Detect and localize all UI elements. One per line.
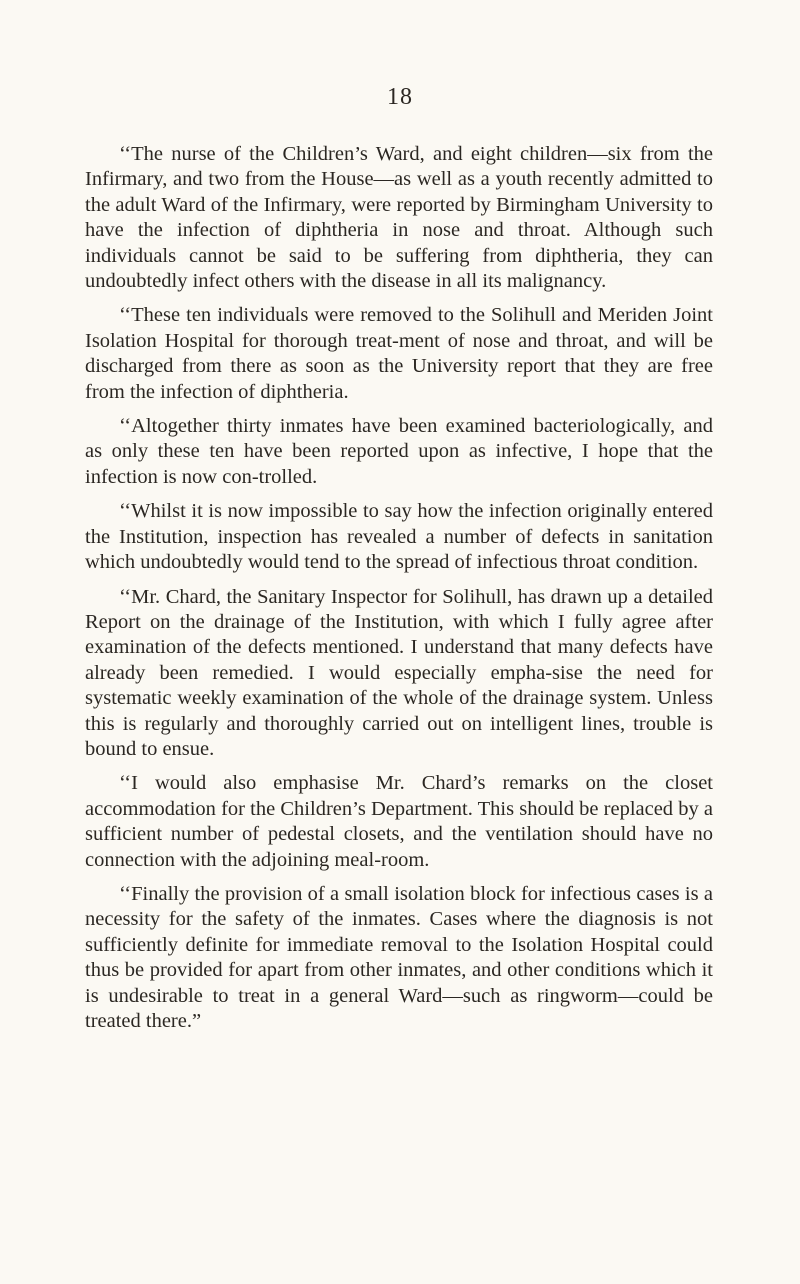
paragraph: ‘‘Finally the provision of a small isolation block for infectious cases is a necessity for the safety of the inmates. Cases where the diagnosis is not sufficiently definite for immediate removal to the Isolation Hospital could thus be provided for apart from other inmates, and other conditions which it is undesirable to treat in a general Ward—such as ringworm—could be treated there.” [85, 882, 713, 1032]
paragraph: ‘‘Altogether thirty inmates have been examined bacteriologically, and as only these ten have been reported upon as infective, I hope that the infection is now con-trolled. [85, 415, 713, 488]
paragraph: ‘‘Mr. Chard, the Sanitary Inspector for Solihull, has drawn up a detailed Report on the drainage of the Institution, with which I fully agree after examination of the defects mentioned. I understand that many defects have already been remedied. I would especially empha-sise the need for systematic weekly examination of the whole of the drainage system. Unless this is regularly and thoroughly carried out on intelligent lines, trouble is bound to ensue. [85, 585, 713, 760]
paragraph: ‘‘I would also emphasise Mr. Chard’s remarks on the closet accommodation for the Children’s Department. This should be replaced by a sufficient number of pedestal closets, and the ventilation should have no connection with the adjoining meal-room. [85, 772, 713, 871]
body-text [85, 142, 713, 1034]
paragraph: ‘‘Whilst it is now impossible to say how the infection originally entered the Institution, inspection has revealed a number of defects in sanitation which undoubtedly would tend to the spread of infectious throat condition. [85, 500, 713, 574]
page-number: 18 [387, 84, 413, 110]
paragraph: ‘‘These ten individuals were removed to the Solihull and Meriden Joint Isolation Hospital for thorough treat-ment of nose and throat, and will be discharged from there as soon as the University report that they are free from the infection of diphtheria. [85, 304, 713, 403]
paragraph: ‘‘The nurse of the Children’s Ward, and eight children—six from the Infirmary, and two from the House—as well as a youth recently admitted to the adult Ward of the Infirmary, were reported by Birmingham University to have the infection of diphtheria in nose and throat. Although such individuals cannot be said to be suffering from diphtheria, they can undoubtedly infect others with the disease in all its malignancy. [85, 143, 713, 293]
